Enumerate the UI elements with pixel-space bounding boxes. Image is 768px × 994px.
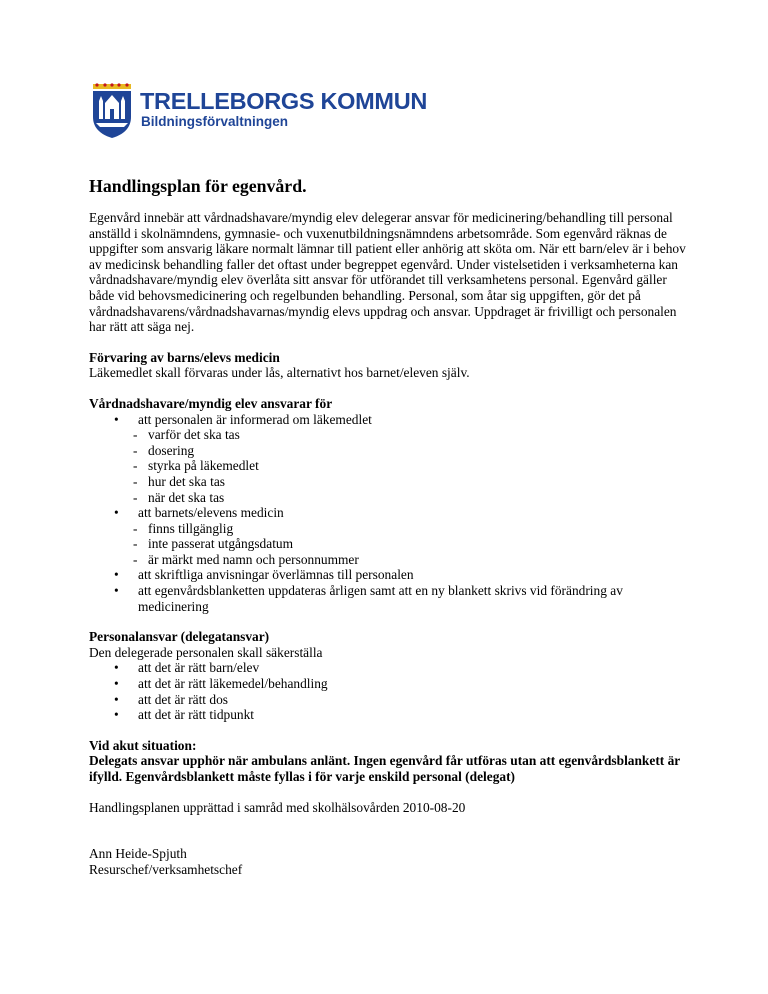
- sub-list-item: [133, 536, 689, 552]
- sub-list-item: [133, 443, 689, 459]
- sub-list-item: [133, 521, 689, 537]
- staff-section: [89, 629, 689, 723]
- sub-item-text: är märkt med namn och personnummer: [148, 551, 359, 567]
- list-item-text: att det är rätt tidpunkt: [138, 707, 255, 723]
- sub-item-text: dosering: [148, 442, 195, 458]
- staff-heading: Personalansvar (delegatansvar): [89, 629, 270, 645]
- staff-intro: Den delegerade personalen skall säkerställa: [89, 644, 323, 660]
- dash-icon: -: [133, 536, 138, 552]
- list-item: [89, 707, 689, 723]
- guardian-heading: Vårdnadshavare/myndig elev ansvarar för: [89, 395, 333, 411]
- list-item: [89, 583, 689, 614]
- list-item-text: att det är rätt dos: [138, 691, 228, 707]
- list-item: [89, 676, 689, 692]
- sub-list-item: [133, 474, 689, 490]
- bullet-icon: •: [114, 707, 119, 723]
- coat-of-arms-icon: [90, 83, 134, 139]
- logo-name: TRELLEBORGS KOMMUN: [140, 88, 428, 114]
- dash-icon: -: [133, 473, 138, 489]
- guardian-list: [89, 412, 689, 615]
- dash-icon: -: [133, 489, 138, 505]
- document-body: [89, 176, 689, 877]
- list-item-text: att det är rätt barn/elev: [138, 660, 260, 676]
- list-item-text: att barnets/elevens medicin: [138, 505, 284, 521]
- signature-name: Ann Heide-Spjuth: [89, 846, 187, 862]
- acute-section: [89, 738, 689, 785]
- guardian-section: [89, 396, 689, 614]
- storage-heading: Förvaring av barns/elevs medicin: [89, 349, 280, 365]
- municipality-logo: [90, 83, 428, 141]
- list-item: [89, 692, 689, 708]
- dash-icon: -: [133, 551, 138, 567]
- sub-item-text: finns tillgänglig: [148, 520, 234, 536]
- sub-list: [133, 427, 689, 505]
- list-item: [89, 567, 689, 583]
- list-item: [89, 412, 689, 506]
- acute-text: Delegats ansvar upphör när ambulans anlänt. Ingen egenvård får utföras utan att egenvårdsblankett är ifylld. Egenvårdsblankett måste fyllas i för varje enskild personal (delegat): [89, 753, 680, 784]
- list-item-text: att personalen är informerad om läkemedlet: [138, 411, 372, 427]
- sub-item-text: varför det ska tas: [148, 427, 240, 443]
- bullet-icon: •: [114, 505, 119, 521]
- sub-list-item: [133, 458, 689, 474]
- bullet-icon: •: [114, 567, 119, 583]
- dash-icon: -: [133, 427, 138, 443]
- sub-item-text: inte passerat utgångsdatum: [148, 536, 294, 552]
- document-title: Handlingsplan för egenvård.: [89, 176, 307, 196]
- signature-role: Resurschef/verksamhetschef: [89, 861, 243, 877]
- sub-list-item: [133, 552, 689, 568]
- list-item-text: att skriftliga anvisningar överlämnas till personalen: [138, 567, 414, 583]
- bullet-icon: •: [114, 660, 119, 676]
- established-note: Handlingsplanen upprättad i samråd med skolhälsovården 2010-08-20: [89, 799, 466, 815]
- dash-icon: -: [133, 520, 138, 536]
- sub-item-text: när det ska tas: [148, 489, 225, 505]
- sub-list-item: [133, 490, 689, 506]
- bullet-icon: •: [114, 411, 119, 427]
- bullet-icon: •: [114, 676, 119, 692]
- list-item: [89, 660, 689, 676]
- acute-heading: Vid akut situation:: [89, 737, 197, 753]
- dash-icon: -: [133, 458, 138, 474]
- bullet-icon: •: [114, 691, 119, 707]
- sub-item-text: hur det ska tas: [148, 473, 225, 489]
- logo-subtitle: Bildningsförvaltningen: [141, 114, 288, 129]
- list-item: [89, 505, 689, 567]
- sub-item-text: styrka på läkemedlet: [148, 458, 259, 474]
- sub-list-item: [133, 427, 689, 443]
- list-item-text: att det är rätt läkemedel/behandling: [138, 676, 328, 692]
- list-item-text: att egenvårdsblanketten uppdateras årligen samt att en ny blankett skrivs vid förändring av medicinering: [138, 583, 623, 614]
- storage-text: Läkemedlet skall förvaras under lås, alternativt hos barnet/eleven själv.: [89, 365, 470, 381]
- dash-icon: -: [133, 442, 138, 458]
- bullet-icon: •: [114, 583, 119, 599]
- sub-list: [133, 520, 689, 568]
- storage-section: [89, 350, 689, 381]
- intro-paragraph: Egenvård innebär att vårdnadshavare/myndig elev delegerar ansvar för medicinering/behandling till personal anställd i skolnämndens, gymnasie- och vuxenutbildningsnämndens arbetsområde. Som egenvård räknas de uppgifter som ansvarig läkare normalt lämnar till patient eller anhörig att sköta om. När ett barn/elev är i behov av medicinsk behandling faller det oftast under begreppet egenvård. Under vistelsetiden i verksamheterna kan vårdnadshavare/myndig elev överlåta sitt ansvar för utförandet till verksamhetens personal. Egenvård gäller både vid behovsmedicinering och regelbunden behandling. Personal, som åtar sig uppgiften, gör det på vårdnadshavarens/vårdnadshavarnas/myndig elevs uppdrag och ansvar. Uppdraget är frivilligt och personalen har rätt att säga nej.: [89, 210, 686, 335]
- staff-list: [89, 660, 689, 722]
